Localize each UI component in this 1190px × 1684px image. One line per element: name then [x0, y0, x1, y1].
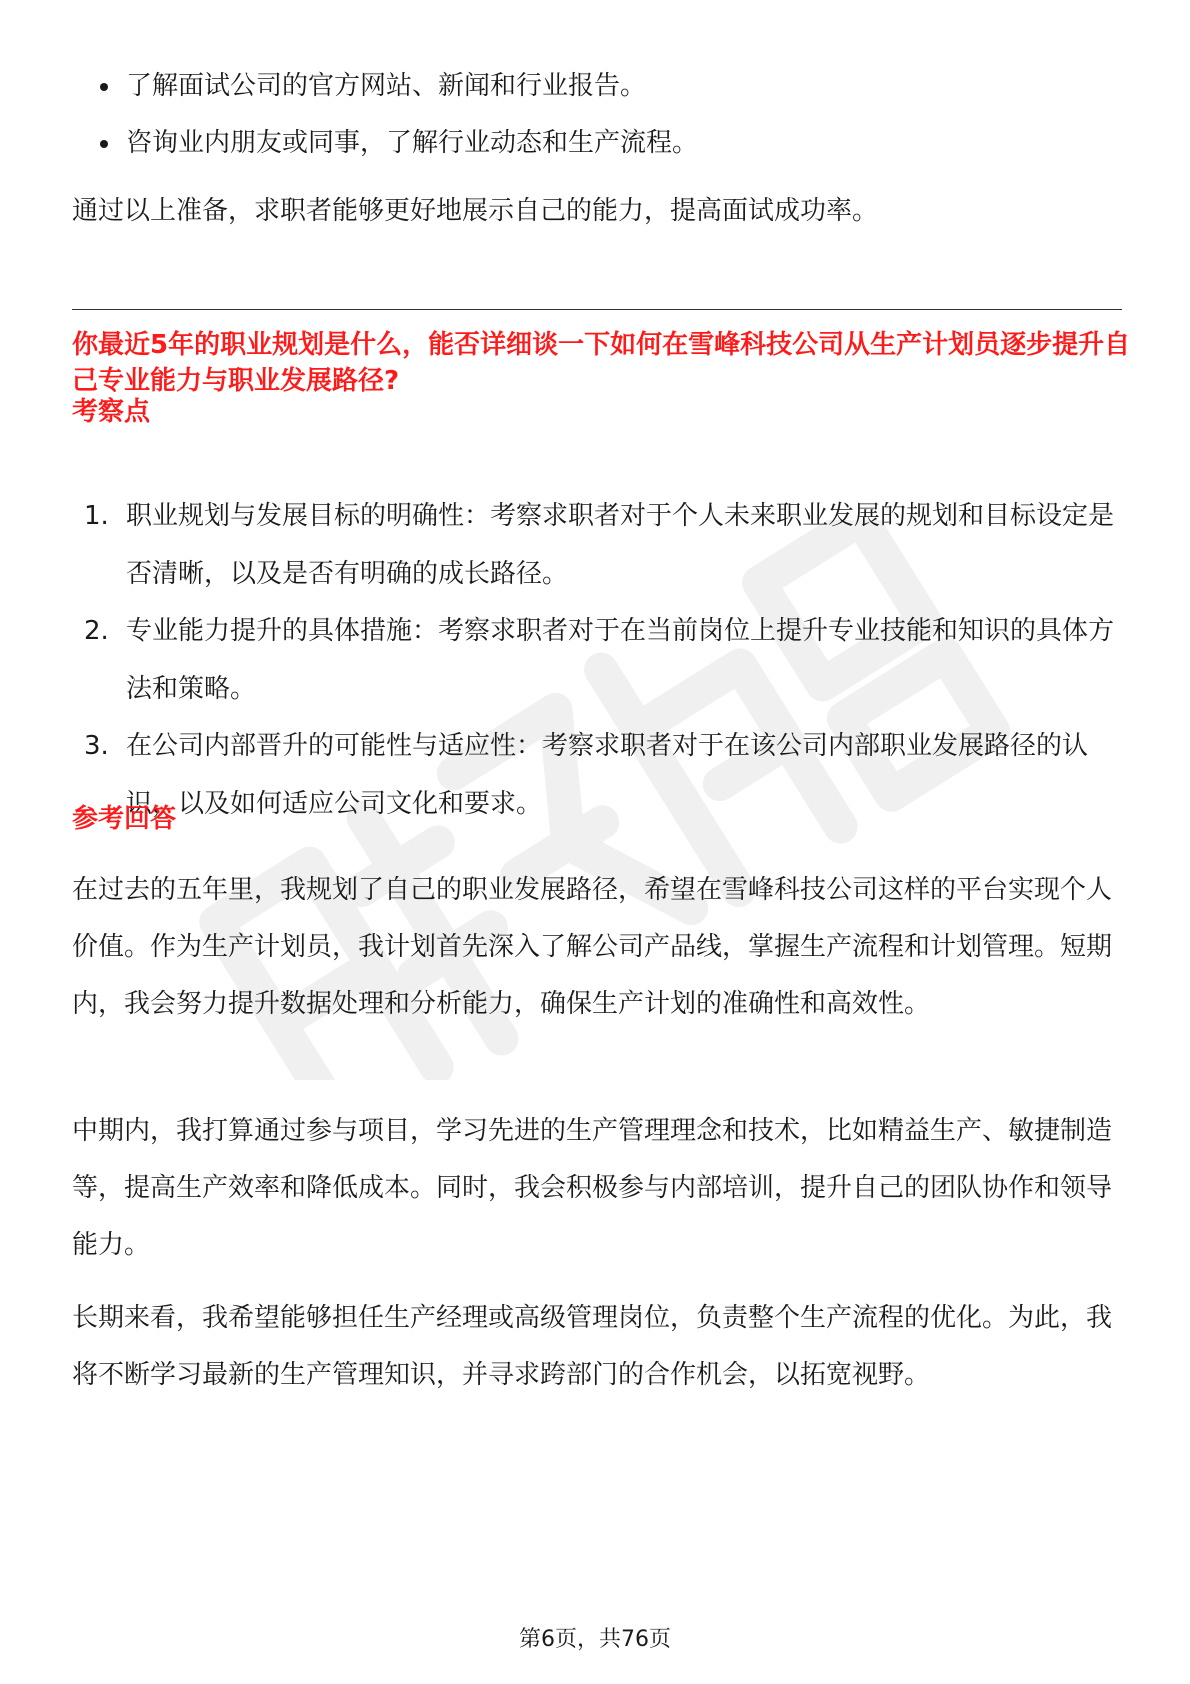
- answer-paragraph: 中期内，我打算通过参与项目，学习先进的生产管理理念和技术，比如精益生产、敏捷制造等，提高生产效率和降低成本。同时，我会积极参与内部培训，提升自己的团队协作和领导能力。: [72, 1116, 1113, 1260]
- list-item-number: 3.: [84, 731, 109, 761]
- page-footer: 第6页，共76页: [519, 1627, 671, 1652]
- list-item: [72, 115, 1122, 172]
- list-item-text: 在公司内部晋升的可能性与适应性：考察求职者对于在该公司内部职业发展路径的认识，以及如何适应公司文化和要求。: [126, 731, 1089, 819]
- list-item-text: 咨询业内朋友或同事，了解行业动态和生产流程。: [126, 128, 699, 158]
- answer-paragraph: 在过去的五年里，我规划了自己的职业发展路径，希望在雪峰科技公司这样的平台实现个人价值。作为生产计划员，我计划首先深入了解公司产品线，掌握生产流程和计划管理。短期内，我会努力提升数据处理和分析能力，确保生产计划的准确性和高效性。: [72, 875, 1113, 1019]
- list-item-number: 1.: [84, 501, 109, 531]
- answer-paragraph: 长期来看，我希望能够担任生产经理或高级管理岗位，负责整个生产流程的优化。为此，我将不断学习最新的生产管理知识，并寻求跨部门的合作机会，以拓宽视野。: [72, 1303, 1113, 1390]
- list-item-text: 职业规划与发展目标的明确性：考察求职者对于个人未来职业发展的规划和目标设定是否清晰，以及是否有明确的成长路径。: [126, 501, 1115, 589]
- examine-points-list: [72, 488, 1122, 833]
- list-item: [72, 58, 1122, 115]
- bullet-dot-icon: [100, 140, 108, 148]
- reference-answer-heading: 参考回答: [72, 804, 177, 834]
- list-item: [72, 488, 1122, 603]
- section-divider: [72, 309, 1122, 310]
- examine-points-heading: 考察点: [72, 397, 151, 427]
- question-heading: 你最近5年的职业规划是什么，能否详细谈一下如何在雪峰科技公司从生产计划员逐步提升自己专业能力与职业发展路径?: [72, 330, 1131, 396]
- bullet-dot-icon: [100, 83, 108, 91]
- list-item: [72, 718, 1122, 833]
- list-item: [72, 603, 1122, 718]
- bullet-list: [72, 58, 1122, 172]
- list-item-text: 了解面试公司的官方网站、新闻和行业报告。: [126, 71, 647, 101]
- summary-paragraph: 通过以上准备，求职者能够更好地展示自己的能力，提高面试成功率。: [72, 196, 879, 226]
- list-item-text: 专业能力提升的具体措施：考察求职者对于在当前岗位上提升专业技能和知识的具体方法和策略。: [126, 616, 1115, 704]
- list-item-number: 2.: [84, 616, 109, 646]
